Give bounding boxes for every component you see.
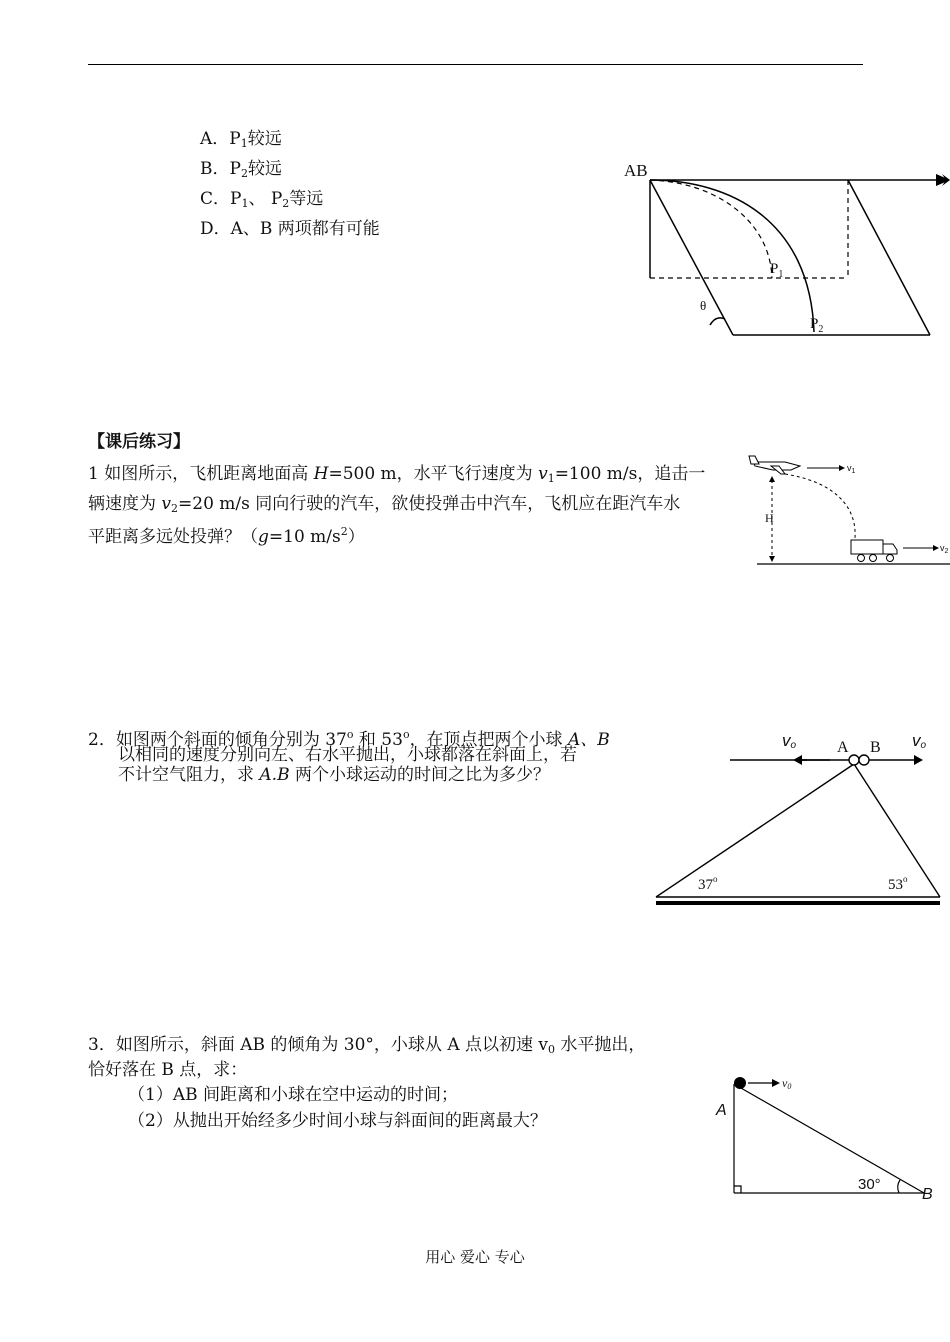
option-b: B．$P_2$较远: [200, 159, 282, 180]
q1-line-2: 辆速度为 $v_2=20$ m/s 同向行驶的汽车，欲使投弹击中汽车，飞机应在距汽车水: [88, 494, 681, 515]
fig3-label-v-left: vo: [782, 731, 797, 751]
option-d: D．A、B 两项都有可能: [200, 219, 380, 239]
q3-line-3: （1）AB 间距离和小球在空中运动的时间；: [128, 1085, 458, 1105]
figure-30-incline: [712, 1070, 944, 1203]
fig3-label-v-right: vo: [912, 731, 927, 751]
q2-line-1: 2．如图两个斜面的倾角分别为 37$^o$ 和 53$^o$，在顶点把两个小球 A、B: [88, 728, 610, 750]
q3-line-4: （2）从抛出开始经多少时间小球与斜面间的距离最大？: [128, 1111, 547, 1131]
fig3-angle-left: 37$^o$: [698, 874, 718, 893]
plane-icon: [749, 456, 800, 474]
page-footer: 用心 爱心 专心: [425, 1248, 525, 1266]
header-rule: [88, 64, 863, 65]
fig1-label-ab: AB: [624, 161, 648, 180]
fig4-label-angle: 30°: [858, 1176, 881, 1193]
figure-two-inclines: [650, 728, 945, 910]
fig4-label-b: B: [922, 1186, 933, 1203]
fig3-label-a: A: [837, 739, 849, 756]
fig1-label-theta: θ: [700, 298, 707, 313]
fig2-label-v1: $v_1$: [847, 463, 856, 475]
q2-line-2: 以相同的速度分别向左、右水平抛出，小球都落在斜面上，若: [118, 745, 577, 765]
option-a: A．$P_1$较远: [200, 129, 282, 150]
option-c: C．$P_1$、 $P_2$等远: [200, 189, 324, 210]
q1-line-1: 1 如图所示，飞机距离地面高 H=500 m，水平飞行速度为 $v_1=100$ m/s，追击一: [88, 464, 706, 485]
figure-plane-truck: [745, 452, 950, 572]
fig4-label-v0: v0: [782, 1076, 792, 1091]
q3-line-1: 3．如图所示，斜面 AB 的倾角为 30°，小球从 A 点以初速 $v_0$ 水平抛出，: [88, 1035, 646, 1056]
fig3-angle-right: 53$^o$: [888, 874, 908, 893]
fig1-label-p2: $P_2$: [810, 316, 824, 335]
fig3-label-b: B: [870, 739, 881, 756]
q2-line-3: 不计空气阻力，求 A.B 两个小球运动的时间之比为多少？: [118, 765, 550, 785]
fig2-label-h: H: [765, 511, 774, 525]
truck-icon: [851, 540, 897, 562]
section-heading: 【课后练习】: [88, 432, 190, 452]
figure-incline-paths: [620, 160, 950, 350]
fig1-label-p1: $P_1$: [770, 261, 784, 280]
fig4-label-a: A: [716, 1102, 727, 1119]
fig2-label-v2: $v_2$: [940, 543, 949, 555]
q1-line-3: 平距离多远处投弹？（g=10 $m/s^2$）: [88, 525, 365, 547]
q3-line-2: 恰好落在 B 点，求：: [88, 1060, 248, 1080]
